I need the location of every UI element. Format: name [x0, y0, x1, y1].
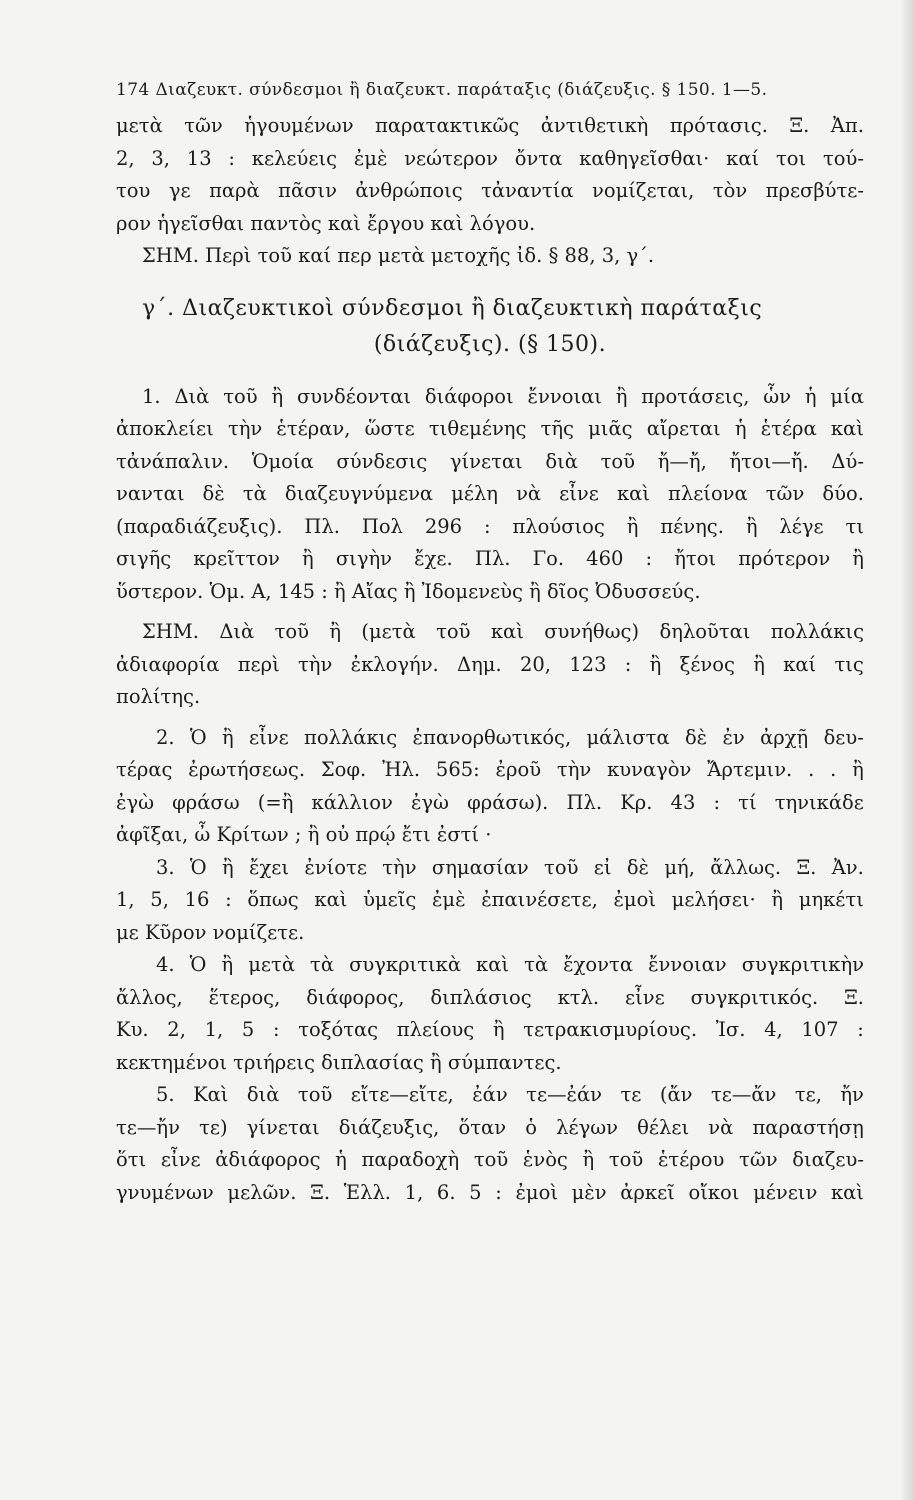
paragraph-5: [116, 1079, 864, 1209]
text-line: ἀδιαφορία περὶ τὴν ἐκλογήν. Δημ. 20, 123 : ἢ ξένος ἢ καί τις: [116, 652, 864, 676]
paragraph-2: [116, 722, 864, 852]
text-line: του γε παρὰ πᾶσιν ἀνθρώποις τἀναντία νομίζεται, τὸν πρεσβύτε-: [116, 179, 864, 202]
text-line: ὅτι εἶνε ἀδιάφορος ἡ παραδοχὴ τοῦ ἑνὸς ἢ τοῦ ἑτέρου τῶν διαζευ-: [116, 1148, 864, 1171]
text-line: ΣΗΜ. Διὰ τοῦ ἢ (μετὰ τοῦ καὶ συνήθως) δηλοῦται πολλάκις: [142, 620, 864, 643]
paragraph-top: [116, 110, 864, 240]
text-line: 4. Ὁ ἢ μετὰ τὰ συγκριτικὰ καὶ τὰ ἔχοντα ἔννοιαν συγκριτικὴν: [156, 953, 864, 976]
page-content: [116, 70, 864, 1209]
text-line: ὕστερον. Ὁμ. Α, 145 : ἢ Αἴας ἢ Ἰδομενεὺς ἢ δῖος Ὀδυσσεύς.: [116, 579, 701, 603]
text-line: ρον ἡγεῖσθαι παντὸς καὶ ἔργου καὶ λόγου.: [116, 211, 536, 235]
text-line: ἀφῖξαι, ὦ Κρίτων ; ἢ οὐ πρῴ ἔτι ἐστί ·: [116, 823, 492, 846]
text-line: γνυμένων μελῶν. Ξ. Ἑλλ. 1, 6. 5 : ἐμοὶ μὲν ἀρκεῖ οἴκοι μένειν καὶ: [116, 1180, 864, 1204]
text-line: 1, 5, 16 : ὅπως καὶ ὑμεῖς ἐμὲ ἐπαινέσετε, ἐμοὶ μελήσει· ἢ μηκέτι: [116, 888, 864, 911]
text-line: Κυ. 2, 1, 5 : τοξότας πλείους ἢ τετρακισμυρίους. Ἰσ. 4, 107 :: [116, 1018, 864, 1041]
paragraph-4: [116, 949, 864, 1079]
note-middle: [116, 616, 864, 714]
section-heading: [116, 291, 864, 363]
text-line: νανται δὲ τὰ διαζευγνύμενα μέλη νὰ εἶνε καὶ πλείονα τῶν δύο.: [116, 482, 864, 505]
text-line: 3. Ὁ ἢ ἔχει ἐνίοτε τὴν σημασίαν τοῦ εἰ δὲ μή, ἄλλως. Ξ. Ἀν.: [156, 855, 864, 879]
text-line: ἀποκλείει τὴν ἑτέραν, ὥστε τιθεμένης τῆς μιᾶς αἴρεται ἡ ἑτέρα καὶ: [116, 417, 864, 440]
section-title-line-1: γ΄. Διαζευκτικοὶ σύνδεσμοι ἢ διαζευκτικὴ παράταξις: [142, 295, 763, 321]
text-line: πολίτης.: [116, 685, 201, 708]
text-line: τἀνάπαλιν. Ὁμοία σύνδεσις γίνεται διὰ τοῦ ἤ—ἤ, ἤτοι—ἤ. Δύ-: [116, 449, 864, 473]
text-line: τέρας ἐρωτήσεως. Σοφ. Ἠλ. 565: ἐροῦ τὴν κυναγὸν Ἄρτεμιν. . . ἢ: [116, 758, 864, 781]
section-title-line-2: (διάζευξις). (§ 150).: [373, 331, 607, 357]
text-line: με Κῦρον νομίζετε.: [116, 920, 305, 944]
text-line: ἐγὼ φράσω (=ἢ κάλλιον ἐγὼ φράσω). Πλ. Κρ. 43 : τί τηνικάδε: [116, 790, 864, 814]
paragraph-1: [116, 381, 864, 609]
page-edge-shadow: [900, 0, 914, 1500]
text-line: 5. Καὶ διὰ τοῦ εἴτε—εἴτε, ἐάν τε—ἐάν τε (ἄν τε—ἄν τε, ἤν: [156, 1083, 864, 1106]
text-line: 1. Διὰ τοῦ ἢ συνδέονται διάφοροι ἔννοιαι ἢ προτάσεις, ὧν ἡ μία: [142, 384, 864, 408]
text-line: τε—ἤν τε) γίνεται διάζευξις, ὅταν ὁ λέγων θέλει νὰ παραστήσῃ: [116, 1115, 864, 1139]
text-line: ἄλλος, ἕτερος, διάφορος, διπλάσιος κτλ. εἶνε συγκριτικός. Ξ.: [116, 985, 864, 1009]
note-top: ΣΗΜ. Περὶ τοῦ καί περ μετὰ μετοχῆς ἰδ. § 88, 3, γ΄.: [142, 244, 655, 267]
paragraph-3: [116, 852, 864, 950]
text-line: κεκτημένοι τριήρεις διπλασίας ἢ σύμπαντες.: [116, 1050, 562, 1074]
text-line: μετὰ τῶν ἡγουμένων παρατακτικῶς ἀντιθετικὴ πρότασις. Ξ. Ἀπ.: [116, 114, 864, 137]
text-line: σιγῆς κρεῖττον ἢ σιγὴν ἔχε. Πλ. Γο. 460 : ἤτοι πρότερον ἢ: [116, 547, 864, 570]
text-line: (παραδιάζευξις). Πλ. Πολ 296 : πλούσιος ἢ πένης. ἢ λέγε τι: [116, 514, 864, 538]
text-line: 2, 3, 13 : κελεύεις ἐμὲ νεώτερον ὄντα καθηγεῖσθαι· καί τοι τού-: [116, 146, 864, 170]
running-header: 174 Διαζευκτ. σύνδεσμοι ἢ διαζευκτ. παράταξις (διάζευξις. § 150. 1—5.: [116, 80, 768, 100]
text-line: 2. Ὁ ἢ εἶνε πολλάκις ἐπανορθωτικός, μάλιστα δὲ ἐν ἀρχῇ δευ-: [156, 725, 864, 749]
